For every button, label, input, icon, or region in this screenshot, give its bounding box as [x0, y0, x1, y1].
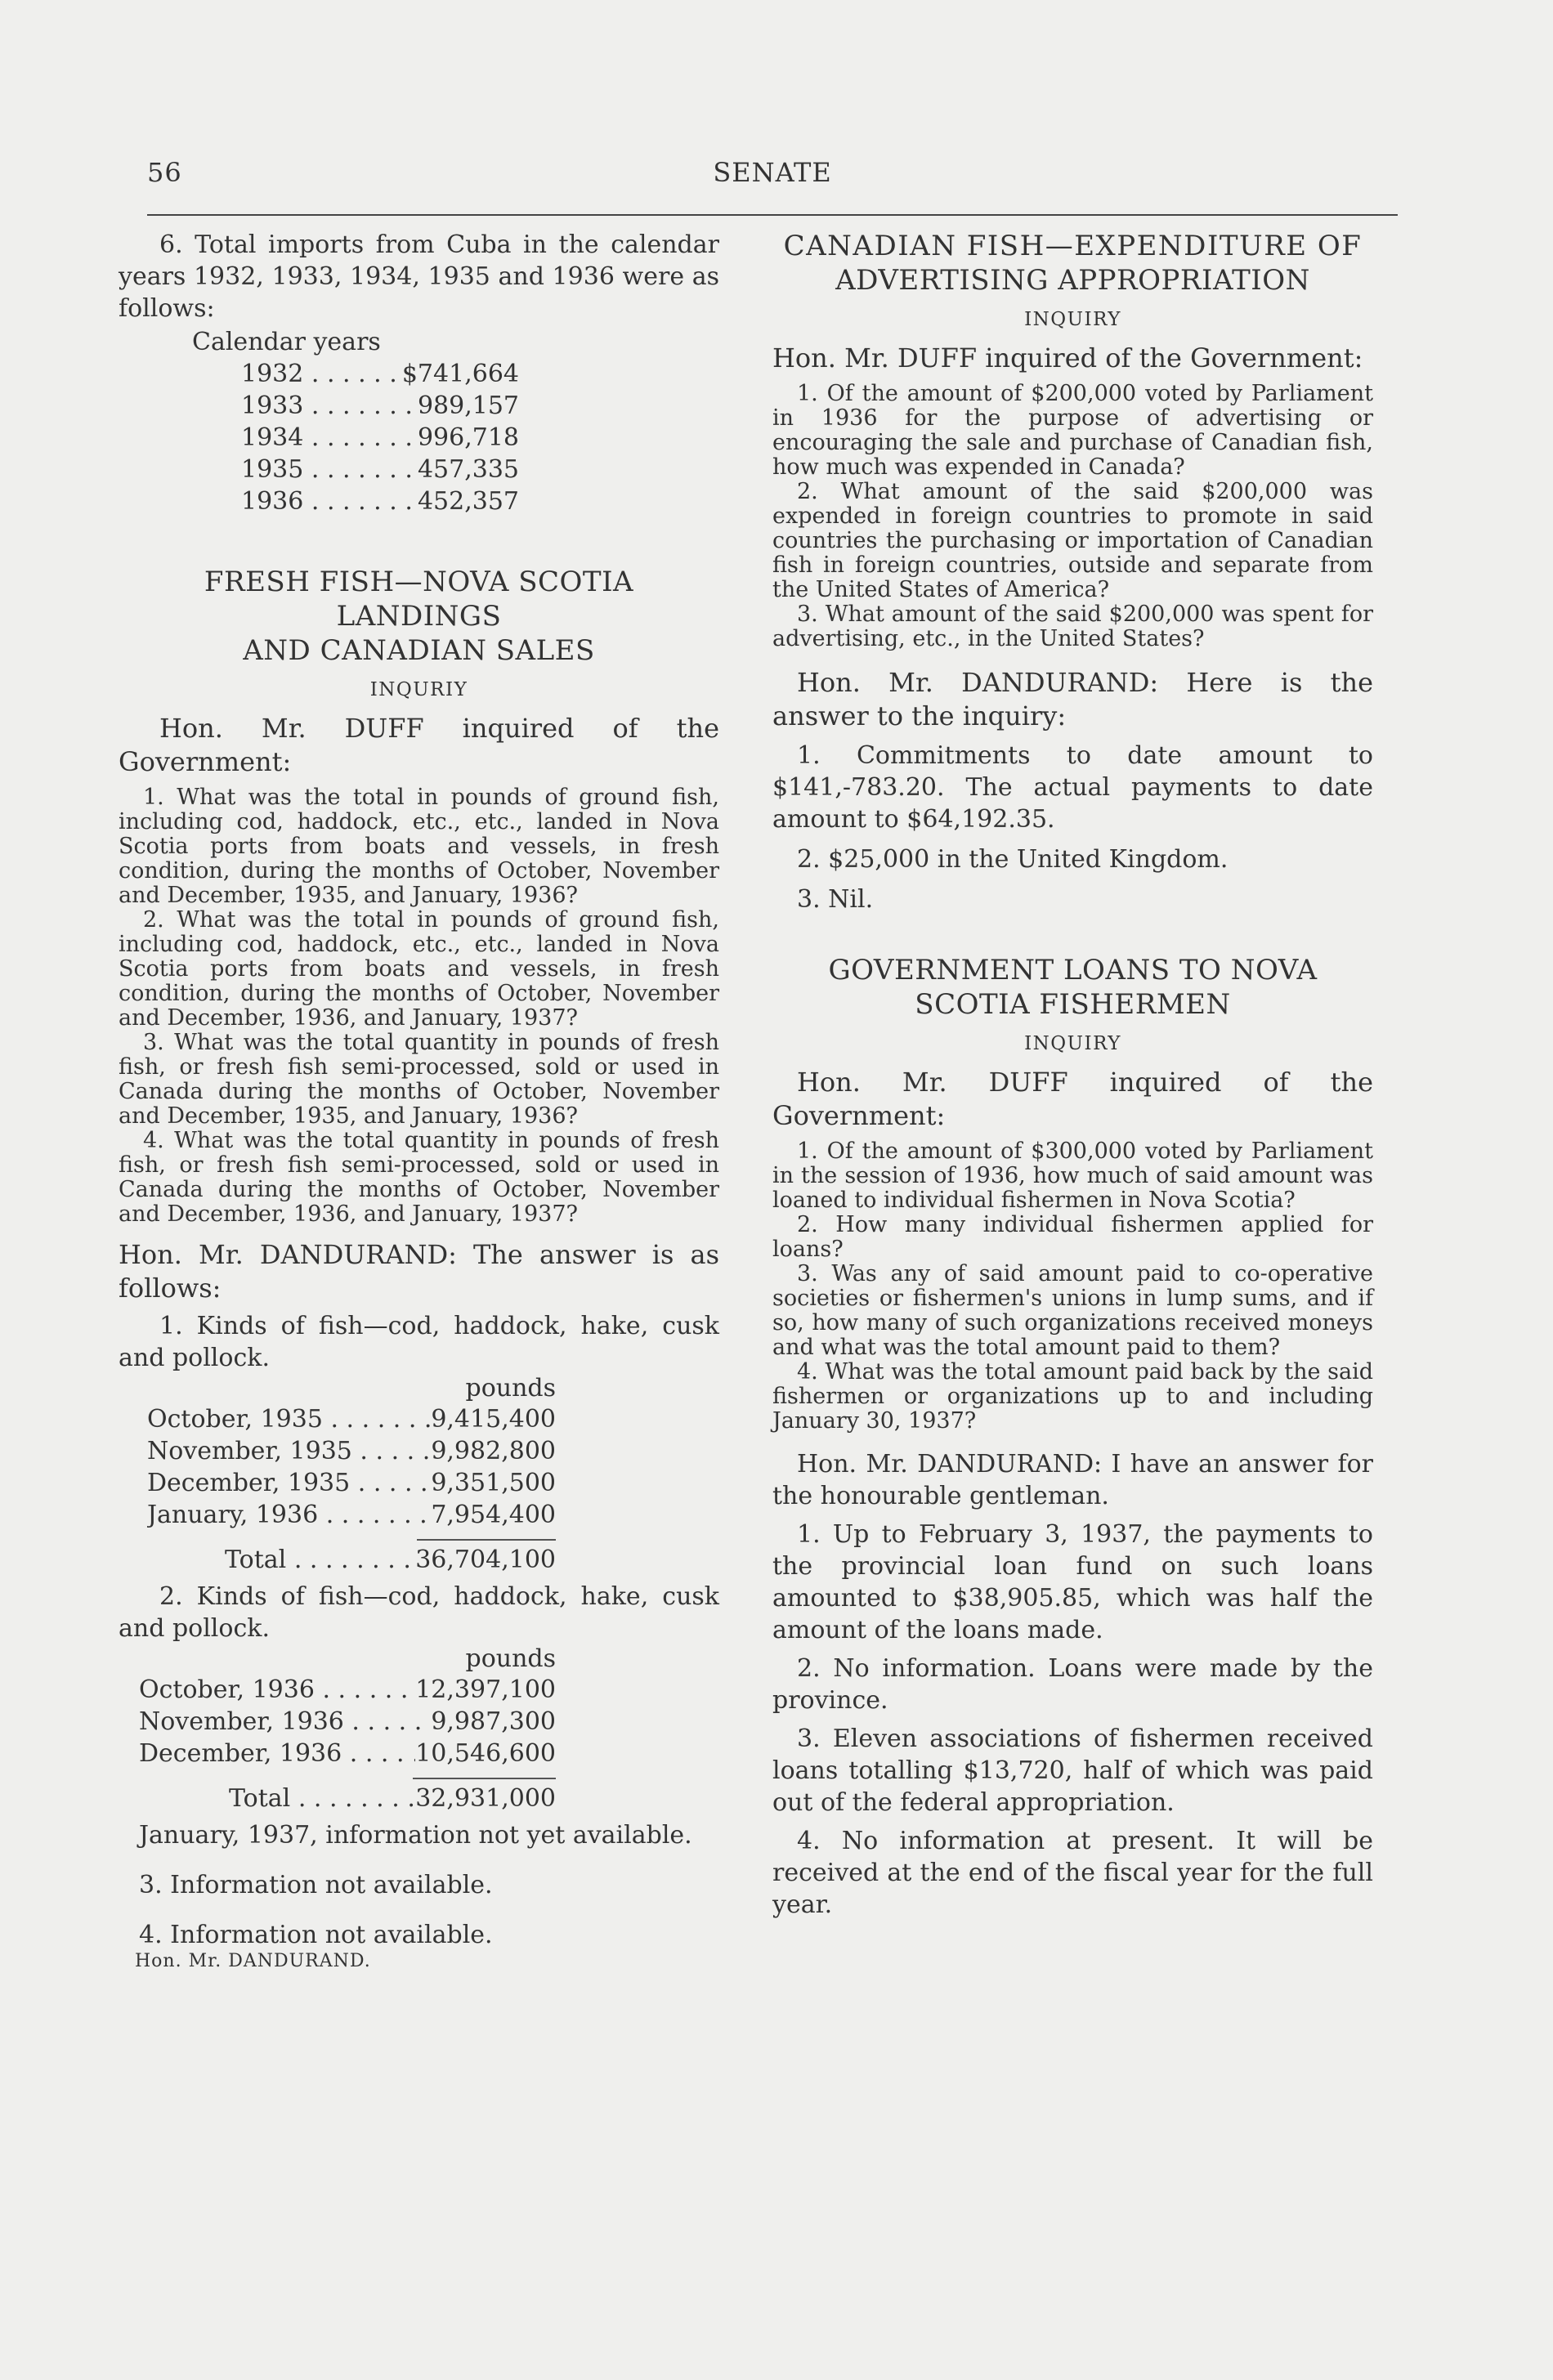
loan-answer-2: 2. No information. Loans were made by the province.	[772, 1654, 1373, 1715]
question-1: 1. What was the total in pounds of ground fish, including cod, haddock, etc., etc., landed in Nova Scotia ports from boats and vessels, in fresh condition, during the months of October, November and December, 1935, and January, 1936?	[119, 785, 719, 908]
row-label: December, 1935 . . .	[147, 1467, 431, 1499]
pounds-label: pounds	[465, 1374, 556, 1402]
page-header	[147, 150, 1398, 191]
cuba-row	[241, 390, 519, 422]
page-number: 56	[147, 157, 182, 188]
cuba-row	[241, 485, 519, 517]
cuba-value: 457,335	[417, 455, 519, 484]
table-row	[147, 1435, 556, 1467]
row-label: December, 1936 . . .	[139, 1738, 415, 1769]
answer-2: 2. $25,000 in the United Kingdom.	[797, 845, 1229, 874]
duff-inquiry: Hon. Mr. DUFF inquired of the Government:	[119, 713, 719, 777]
section-heading: CANADIAN FISH—EXPENDITURE OF	[783, 230, 1363, 262]
section-heading: GOVERNMENT LOANS TO NOVA	[828, 954, 1318, 986]
dandurand-answer: Hon. Mr. DANDURAND: The answer is as follows:	[119, 1239, 719, 1304]
cuba-value: 996,718	[417, 423, 519, 452]
table-row	[139, 1706, 556, 1738]
cuba-value: $741,664	[401, 360, 519, 388]
total-value: 36,704,100	[415, 1546, 556, 1574]
answer-4: 4. Information not available.	[139, 1921, 493, 1949]
loan-answer-3: 3. Eleven associations of fishermen received loans totalling $13,720, half of which was paid out of the federal appropriation.	[772, 1725, 1373, 1817]
row-label: November, 1936 . . .	[139, 1706, 431, 1738]
row-value: 9,987,300	[431, 1707, 556, 1736]
duff-inquiry: Hon. Mr. DUFF inquired of the Government:	[772, 1067, 1373, 1131]
row-value: 7,954,400	[431, 1501, 556, 1529]
question-1: 1. Of the amount of $200,000 voted by Parliament in 1936 for the purpose of advertising or encouraging the sale and purchase of Canadian fish, how much was expended in Canada?	[772, 381, 1373, 480]
section-heading-line2: ADVERTISING APPROPRIATION	[835, 264, 1310, 297]
total-label: Total . . .	[225, 1544, 415, 1576]
inquiry-label: INQUIRY	[1024, 1033, 1121, 1054]
row-label: October, 1936 . . .	[139, 1674, 415, 1706]
cuba-year: 1934 . . .	[241, 422, 418, 454]
table-row	[147, 1467, 556, 1499]
row-value: 10,546,600	[415, 1739, 556, 1768]
cuba-value: 989,157	[417, 391, 519, 420]
table-1	[147, 1374, 556, 1576]
loan-answer-1: 1. Up to February 3, 1937, the payments to the provincial loan fund on such loans amounted to $38,905.85, which was half the amount of the loans made.	[772, 1520, 1373, 1644]
loan-question-2: 2. How many individual fishermen applied for loans?	[772, 1212, 1373, 1262]
cuba-paragraph: 6. Total imports from Cuba in the calendar years 1932, 1933, 1934, 1935 and 1936 were as follows:	[119, 230, 719, 323]
loan-question-3: 3. Was any of said amount paid to co-operative societies or fishermen's unions in lump sums, and if so, how many of such organizations received moneys and what was the total amount paid to them?	[772, 1261, 1373, 1360]
page-title: SENATE	[713, 157, 832, 188]
row-value: 9,982,800	[431, 1437, 556, 1465]
cuba-year: 1933 . . .	[241, 390, 418, 422]
cuba-row	[241, 358, 519, 390]
total-row	[229, 1783, 556, 1814]
pounds-label: pounds	[465, 1644, 556, 1673]
section-heading-line2: SCOTIA FISHERMEN	[915, 988, 1231, 1021]
answer-1: 1. Kinds of fish—cod, haddock, hake, cusk and pollock.	[119, 1312, 719, 1372]
row-label: January, 1936 . . .	[147, 1499, 431, 1531]
question-2: 2. What amount of the said $200,000 was expended in foreign countries to promote in said countries the purchasing or importation of Canadian fish in foreign countries, outside and separate from the United States of America?	[772, 479, 1373, 602]
answer-3: 3. Information not available.	[139, 1871, 493, 1899]
cuba-table	[241, 358, 519, 517]
total-row	[225, 1544, 556, 1576]
table-2	[139, 1644, 556, 1814]
question-3: 3. What amount of the said $200,000 was spent for advertising, etc., in the United States?	[772, 602, 1373, 651]
dandurand-answer: Hon. Mr. DANDURAND: I have an answer for the honourable gentleman.	[772, 1450, 1373, 1510]
dandurand-answer: Hon. Mr. DANDURAND: Here is the answer to the inquiry:	[772, 667, 1373, 731]
cuba-table-heading: Calendar years	[192, 328, 381, 356]
cuba-year: 1936 . . .	[241, 485, 418, 517]
left-column	[119, 229, 719, 1971]
question-4: 4. What was the total quantity in pounds of fresh fish, or fresh fish semi-processed, sold or used in Canada during the months of October, November and December, 1936, and January, 1937?	[119, 1128, 719, 1227]
cuba-year: 1935 . . .	[241, 454, 418, 485]
total-rule	[413, 1778, 556, 1779]
header-rule	[147, 214, 1398, 216]
cuba-value: 452,357	[417, 487, 519, 516]
right-column	[772, 229, 1373, 1921]
answer-1: 1. Commitments to date amount to $141,-783.20. The actual payments to date amount to $64,192.35.	[772, 741, 1373, 834]
row-value: 9,351,500	[431, 1469, 556, 1497]
answer-2: 2. Kinds of fish—cod, haddock, hake, cusk and pollock.	[119, 1582, 719, 1643]
table-row	[147, 1403, 556, 1435]
table-row	[139, 1738, 556, 1769]
row-value: 12,397,100	[415, 1675, 556, 1704]
cuba-row	[241, 454, 519, 485]
answer-3: 3. Nil.	[797, 885, 874, 914]
question-3: 3. What was the total quantity in pounds of fresh fish, or fresh fish semi-processed, sold or used in Canada during the months of October, November and December, 1935, and January, 1936?	[119, 1030, 719, 1129]
table-row	[147, 1499, 556, 1531]
row-value: 9,415,400	[431, 1405, 556, 1434]
inquiry-label: INQURIY	[369, 679, 468, 700]
loan-question-4: 4. What was the total amount paid back by the said fishermen or organizations up to and including January 30, 1937?	[772, 1359, 1373, 1434]
row-label: October, 1935 . . .	[147, 1403, 431, 1435]
row-label: November, 1935 . . .	[147, 1435, 431, 1467]
cuba-year: 1932 . . .	[241, 358, 402, 390]
duff-inquiry: Hon. Mr. DUFF inquired of the Government:	[772, 342, 1363, 374]
signature: Hon. Mr. DANDURAND.	[135, 1951, 371, 1971]
cuba-row	[241, 422, 519, 454]
loan-answer-4: 4. No information at present. It will be received at the end of the fiscal year for the full year.	[772, 1827, 1373, 1919]
section-heading: FRESH FISH—NOVA SCOTIA LANDINGS	[204, 566, 634, 633]
inquiry-label: INQUIRY	[1024, 309, 1121, 330]
total-value: 32,931,000	[415, 1784, 556, 1813]
section-heading-line2: AND CANADIAN SALES	[243, 634, 595, 667]
loan-question-1: 1. Of the amount of $300,000 voted by Parliament in the session of 1936, how much of said amount was loaned to individual fishermen in Nova Scotia?	[772, 1139, 1373, 1213]
january-note: January, 1937, information not yet available.	[139, 1821, 692, 1850]
table-row	[139, 1674, 556, 1706]
total-label: Total . . .	[229, 1783, 415, 1814]
total-rule	[417, 1539, 556, 1541]
question-2: 2. What was the total in pounds of ground fish, including cod, haddock, etc., etc., landed in Nova Scotia ports from boats and vessels, in fresh condition, during the months of October, November and December, 1936, and January, 1937?	[119, 907, 719, 1031]
